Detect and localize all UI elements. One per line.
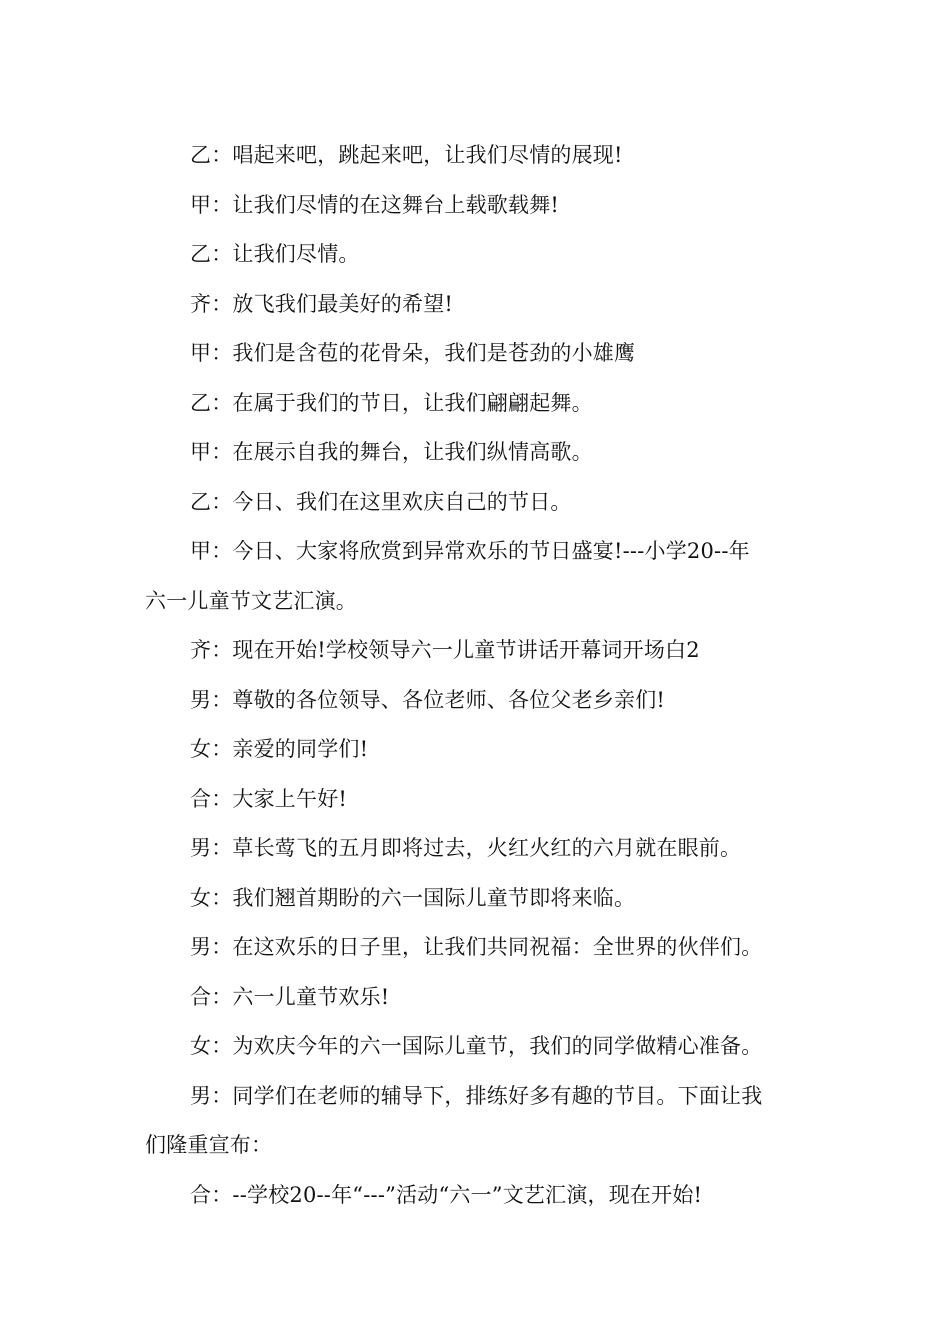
text-line: 女：亲爱的同学们! bbox=[190, 737, 369, 761]
text-line: 乙：今日、我们在这里欢庆自己的节日。 bbox=[190, 489, 572, 514]
text-line: 甲：让我们尽情的在这舞台上载歌载舞! bbox=[190, 192, 560, 217]
text-line: 甲：我们是含苞的花骨朵，我们是苍劲的小雄鹰 bbox=[190, 341, 636, 365]
text-line: 男：草长莺飞的五月即将过去，火红火红的六月就在眼前。 bbox=[190, 836, 742, 860]
text-line: 合：大家上午好! bbox=[190, 786, 348, 811]
text-line: 女：为欢庆今年的六一国际儿童节，我们的同学做精心准备。 bbox=[190, 1034, 763, 1058]
text-line: 齐：放飞我们最美好的希望! bbox=[190, 291, 454, 316]
text-line: 男：同学们在老师的辅导下，排练好多有趣的节目。下面让我 bbox=[190, 1083, 763, 1108]
text-line: 甲：今日、大家将欣赏到异常欢乐的节日盛宴!---小学20--年 bbox=[190, 539, 750, 563]
text-line: 乙：唱起来吧，跳起来吧，让我们尽情的展现! bbox=[190, 143, 623, 167]
text-line: 男：在这欢乐的日子里，让我们共同祝福：全世界的伙伴们。 bbox=[190, 935, 763, 959]
text-line: 甲：在展示自我的舞台，让我们纵情高歌。 bbox=[190, 440, 593, 464]
text-line: 乙：让我们尽情。 bbox=[190, 242, 360, 266]
text-line: 乙：在属于我们的节日，让我们翩翩起舞。 bbox=[190, 390, 593, 415]
text-line: 男：尊敬的各位领导、各位老师、各位父老乡亲们! bbox=[190, 687, 666, 712]
text-line: 齐：现在开始!学校领导六一儿童节讲话开幕词开场白2 bbox=[190, 638, 700, 662]
text-line: 合：六一儿童节欢乐! bbox=[190, 984, 390, 1009]
text-line-continuation: 们隆重宣布： bbox=[145, 1133, 273, 1157]
text-line-continuation: 六一儿童节文艺汇演。 bbox=[145, 588, 357, 613]
document-body bbox=[145, 131, 810, 1220]
text-line: 女：我们翘首期盼的六一国际儿童节即将来临。 bbox=[190, 885, 636, 910]
text-line: 合：--学校20--年“---”活动“六一”文艺汇演，现在开始! bbox=[190, 1182, 703, 1207]
